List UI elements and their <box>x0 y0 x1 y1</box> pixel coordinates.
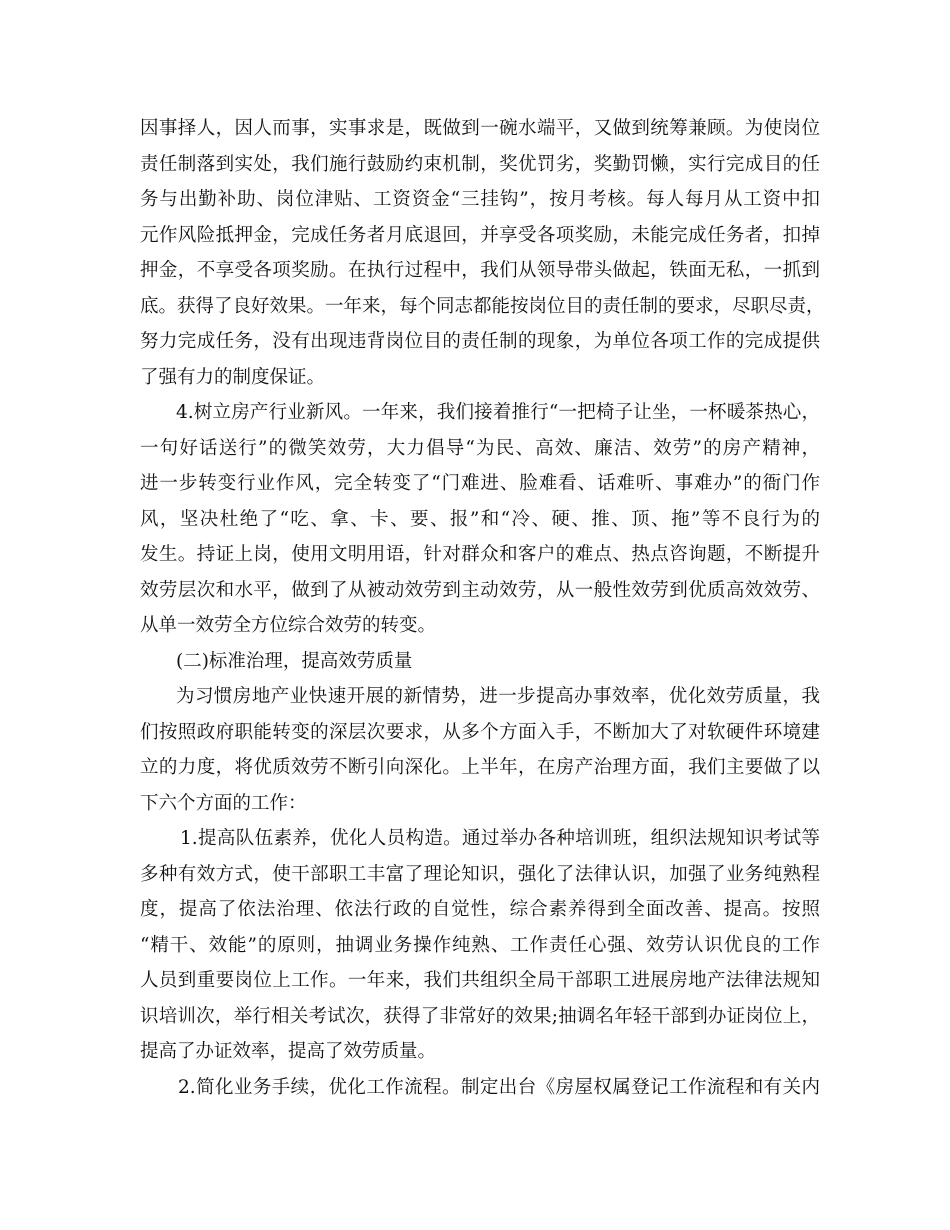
text-line: 一句好话送行”的微笑效劳，大力倡导“为民、高效、廉洁、效劳”的房产精神， <box>140 437 820 459</box>
text-line: 人员到重要岗位上工作。一年来，我们共组织全局干部职工进展房地产法律法规知 <box>140 970 820 991</box>
text-line: 务与出勤补助、岗位津贴、工资资金“三挂钩”，按月考核。每人每月从工资中扣 <box>140 189 820 210</box>
document-page <box>140 111 825 1105</box>
text-line: 为习惯房地产业快速开展的新情势，进一步提高办事效率，优化效劳质量，我 <box>176 686 820 707</box>
text-line: 发生。持证上岗，使用文明用语，针对群众和客户的难点、热点咨询题，不断提升 <box>140 544 820 565</box>
text-line: 效劳层次和水平，做到了从被动效劳到主动效劳，从一般性效劳到优质高效效劳、 <box>140 579 820 601</box>
text-line: (二)标准治理，提高效劳质量 <box>176 650 413 672</box>
text-line: “精干、效能”的原则，抽调业务操作纯熟、工作责任心强、效劳认识优良的工作 <box>140 934 820 956</box>
text-line: 进一步转变行业作风，完全转变了“门难进、脸难看、话难听、事难办”的衙门作 <box>140 473 820 494</box>
text-line: 努力完成任务，没有出现违背岗位目的责任制的现象，为单位各项工作的完成提供 <box>140 331 820 352</box>
text-line: 2.简化业务手续，优化工作流程。制定出台《房屋权属登记工作流程和有关内 <box>178 1076 820 1098</box>
text-line: 下六个方面的工作： <box>140 792 307 814</box>
text-line: 因事择人，因人而事，实事求是，既做到一碗水端平，又做到统筹兼顾。为使岗位 <box>140 118 820 139</box>
text-line: 4.树立房产行业新风。一年来，我们接着推行“一把椅子让坐，一杯暖茶热心， <box>176 402 820 423</box>
text-line: 元作风险抵押金，完成任务者月底退回，并享受各项奖励，未能完成任务者，扣掉 <box>140 224 820 246</box>
text-line: 1.提高队伍素养，优化人员构造。通过举办各种培训班，组织法规知识考试等 <box>180 828 820 849</box>
text-line: 底。获得了良好效果。一年来，每个同志都能按岗位目的责任制的要求，尽职尽责， <box>140 295 825 317</box>
text-line: 度，提高了依法治理、依法行政的自觉性，综合素养得到全面改善、提高。按照 <box>140 899 820 920</box>
text-line: 风，坚决杜绝了“吃、拿、卡、要、报”和“冷、硬、推、顶、拖”等不良行为的 <box>140 508 820 530</box>
text-line: 立的力度，将优质效劳不断引向深化。上半年，在房产治理方面，我们主要做了以 <box>140 757 820 778</box>
text-line: 责任制落到实处，我们施行鼓励约束机制，奖优罚劣，奖勤罚懒，实行完成目的任 <box>140 153 820 175</box>
text-line: 提高了办证效率，提高了效劳质量。 <box>140 1041 437 1062</box>
text-line: 从单一效劳全方位综合效劳的转变。 <box>140 615 437 636</box>
text-line: 了强有力的制度保证。 <box>140 366 326 388</box>
text-line: 押金，不享受各项奖励。在执行过程中，我们从领导带头做起，铁面无私，一抓到 <box>140 260 820 281</box>
text-line: 识培训次，举行相关考试次，获得了非常好的效果;抽调名年轻干部到办证岗位上， <box>140 1005 820 1027</box>
text-line: 多种有效方式，使干部职工丰富了理论知识，强化了法律认识，加强了业务纯熟程 <box>140 863 820 885</box>
text-line: 们按照政府职能转变的深层次要求，从多个方面入手，不断加大了对软硬件环境建 <box>140 721 820 743</box>
